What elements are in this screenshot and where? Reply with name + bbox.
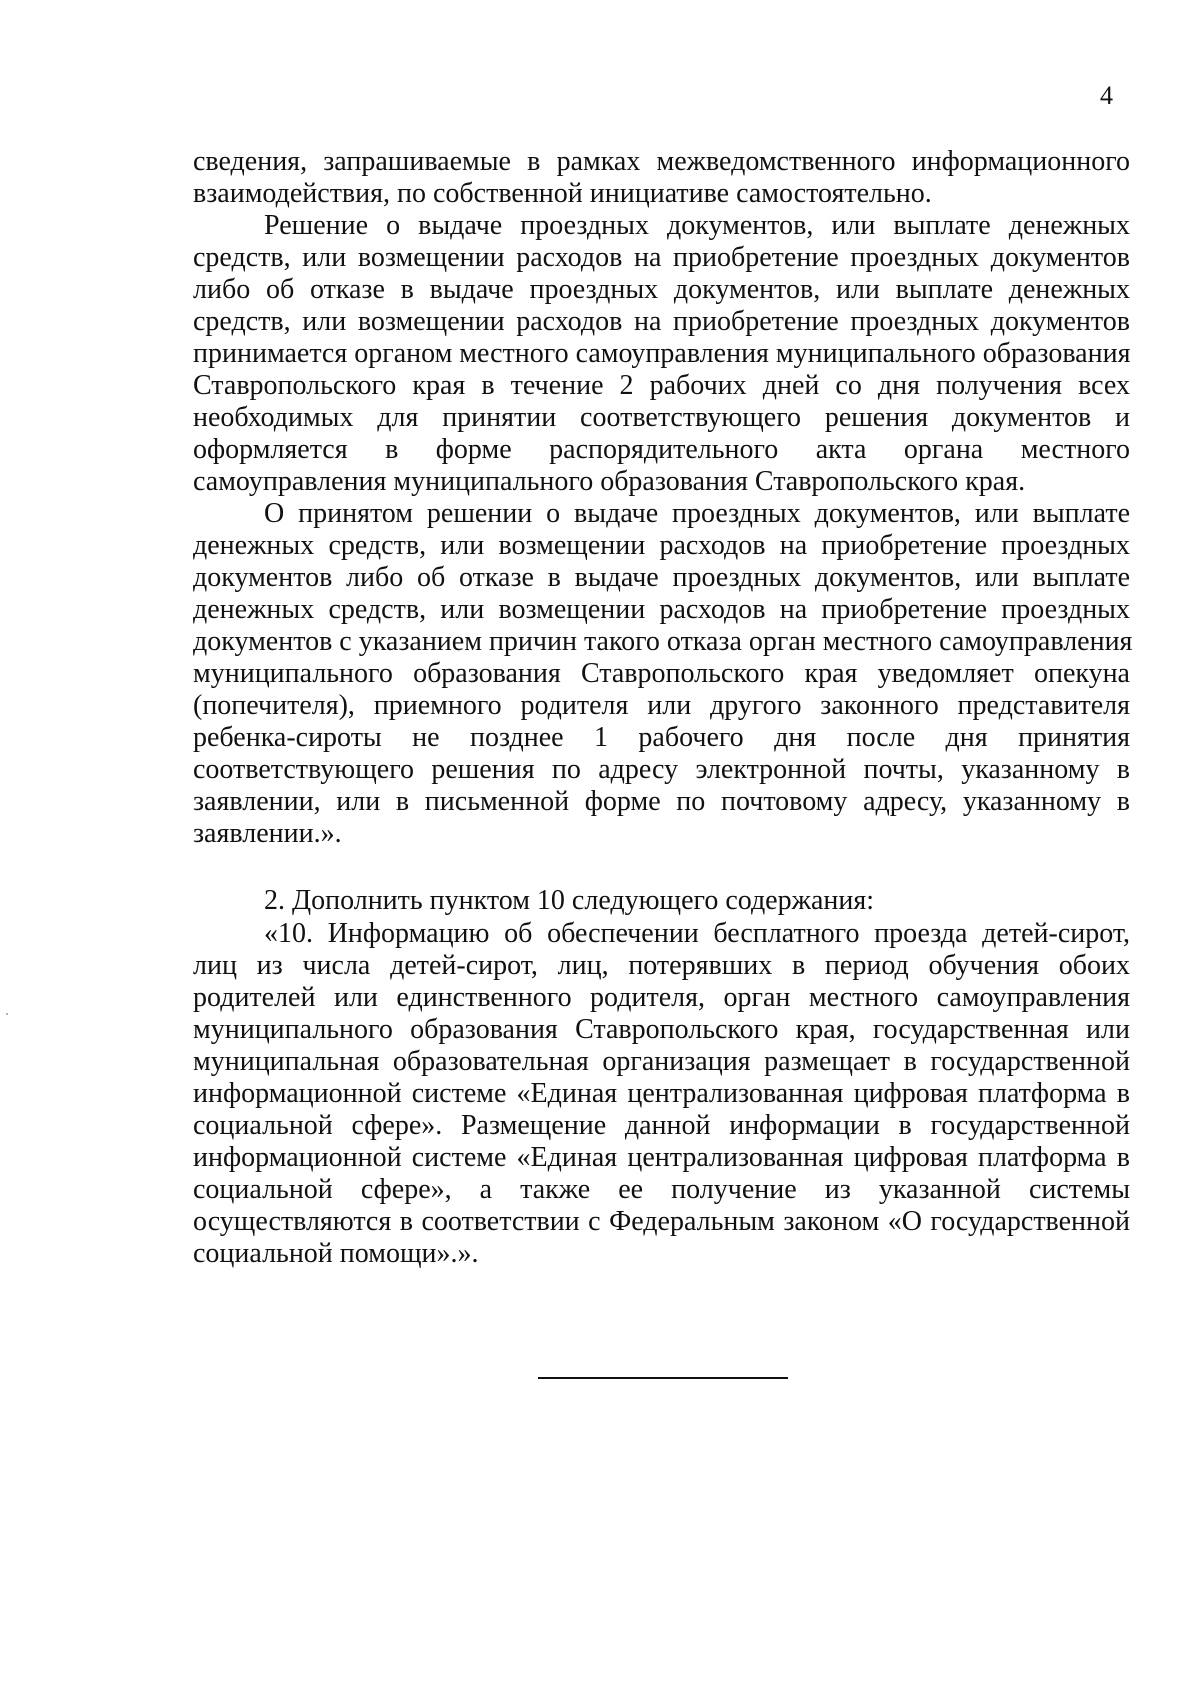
text-line: социальной сфере». Размещение данной информации в государственной [193,1110,1130,1141]
text-line: осуществляются в соответствии с Федеральным законом «О государственной [193,1206,1130,1237]
text-line: информационной системе «Единая централизованная цифровая платформа в [193,1142,1130,1173]
text-line: «10. Информацию об обеспечении бесплатного проезда детей-сирот, [264,918,1130,949]
text-line: денежных средств, или возмещении расходов на приобретение проездных [193,530,1130,561]
text-line: Решение о выдаче проездных документов, или выплате денежных [264,210,1130,241]
text-line: муниципального образования Ставропольского края уведомляет опекуна [193,658,1130,689]
text-line: соответствующего решения по адресу электронной почты, указанному в [193,754,1130,785]
text-line: средств, или возмещении расходов на приобретение проездных документов [193,242,1130,273]
text-line: 2. Дополнить пунктом 10 следующего содержания: [264,885,875,916]
text-line: родителей или единственного родителя, орган местного самоуправления [193,982,1130,1013]
text-line: социальной помощи».». [193,1238,479,1269]
text-line: О принятом решении о выдаче проездных документов, или выплате [264,498,1130,529]
text-line: необходимых для принятии соответствующего решения документов и [193,402,1130,433]
text-line: взаимодействия, по собственной инициативе самостоятельно. [193,178,932,209]
text-line: оформляется в форме распорядительного акта органа местного [193,434,1130,465]
text-line: муниципального образования Ставропольского края, государственная или [193,1014,1130,1045]
text-line: информационной системе «Единая централизованная цифровая платформа в [193,1078,1130,1109]
text-line: документов либо об отказе в выдаче проездных документов, или выплате [193,562,1130,593]
text-line: (попечителя), приемного родителя или другого законного представителя [193,690,1130,721]
text-line: принимается органом местного самоуправления муниципального образования [193,338,1131,369]
text-line: средств, или возмещении расходов на приобретение проездных документов [193,306,1130,337]
text-line: муниципальная образовательная организация размещает в государственной [193,1046,1130,1077]
page-number: 4 [1100,81,1113,110]
closing-divider [538,1377,788,1379]
text-line: лиц из числа детей-сирот, лиц, потерявших в период обучения обоих [193,950,1130,981]
text-line: документов с указанием причин такого отказа орган местного самоуправления [193,626,1133,657]
text-line: самоуправления муниципального образования Ставропольского края. [193,466,1026,497]
text-line: заявлении.». [193,818,342,849]
text-line: сведения, запрашиваемые в рамках межведомственного информационного [193,146,1130,177]
text-line: ребенка-сироты не позднее 1 рабочего дня после дня принятия [193,722,1130,753]
text-line: заявлении, или в письменной форме по почтовому адресу, указанному в [193,786,1130,817]
text-line: денежных средств, или возмещении расходов на приобретение проездных [193,594,1130,625]
text-line: либо об отказе в выдаче проездных документов, или выплате денежных [193,274,1130,305]
text-line: социальной сфере», а также ее получение из указанной системы [193,1174,1130,1205]
scan-mark [6,1013,8,1015]
text-line: Ставропольского края в течение 2 рабочих дней со дня получения всех [193,370,1130,401]
